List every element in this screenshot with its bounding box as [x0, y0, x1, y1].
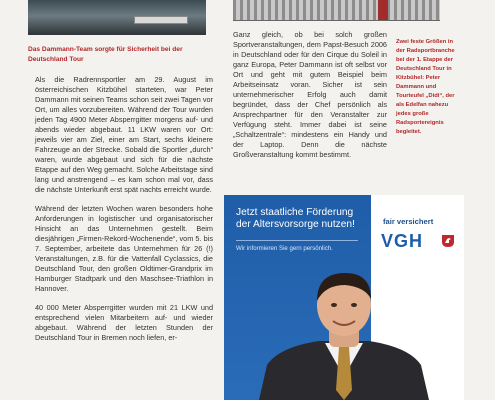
paragraph: Ganz gleich, ob bei solch großen Sportveranstaltungen, dem Papst-Besuch 2006 in Deutschland oder für den Cirque du Soleil in ganz Europa, Peter Dammann ist oft selbst vor Ort und geht mit gutem Beispiel beim Arbeitseinsatz voran. Sicher ist sein unternehmerischer Erfolg auch damit begründet, dass der Chef persönlich als Ansprechpartner für den Veranstalter zur Verfügung steht. Immer dabei ist seine „Schaltzentrale“: mindestens ein Handy und der Laptop. Denn die nächste Großveranstaltung kommt bestimmt.	[233, 30, 387, 159]
sidebar-caption: Zwei feste Größen in der Radsportbranche bei der 1. Etappe der Deutschland Tour in Kitzbühel: Peter Dammann und Tourteufel „Didi“, der als Edelfan nahezu jedes große Radsportereignis begleitet.	[396, 39, 455, 135]
photo-top-right	[233, 0, 440, 21]
article-middle-column	[233, 30, 387, 160]
ad-subline: Wir informieren Sie gern persönlich.	[236, 245, 333, 252]
paragraph: Als die Radrennsportler am 29. August im österreichischen Kitzbühel starteten, war Peter Dammann mit seinen Teams schon seit zwei Tagen vor Ort, um alles vorzubereiten. Während der Tour wurden jeden Tag 4900 Meter Absperrgitter morgens auf- und abends wieder abgebaut. 11 LKW waren vor Ort: jeweils vier am Ziel, einer am Start, sechs kleinere Fahrzeuge an der Strecke. Sobald die Sportler „durch“ waren, wurde abgebaut und sich für die nächste Etappe auf den Weg gemacht. Solche Arbeitstage sind lang und anstrengend – es kam schon mal vor, dass die nächste Unterkunft erst spät nachts erreicht wurde.	[35, 75, 213, 194]
photo-person	[378, 0, 388, 20]
photo-caption: Das Dammann-Team sorgte für Sicherheit bei der Deutschland Tour	[28, 46, 183, 63]
ad-headline: Jetzt staatliche Förderung der Altersvorsorge nutzen!	[236, 207, 355, 230]
vgh-logo: VGH	[381, 231, 424, 251]
vgh-advertisement[interactable]	[224, 195, 464, 400]
photo-sign	[134, 16, 188, 24]
ad-divider	[236, 240, 358, 241]
ad-brand-panel	[371, 195, 464, 275]
ad-tagline: fair versichert	[383, 217, 434, 226]
paragraph: Während der letzten Wochen waren besonders hohe Anforderungen in logistischer und organisatorischer Hinsicht an das Unternehmen gestellt. Beim diesjährigen „Firmen-Rekord-Wochenende“, vom 5. bis 7. September, arbeitete das Unternehmen für 26 (!) Veranstaltungen, z.B. für die Vattenfall Cyclassics, die Deutschland Tour, den großen Oldtimer-Grandprix im Hamburger Stadtpark und den Maschsee-Triathlon in Hannover.	[35, 204, 213, 293]
paragraph: 40 000 Meter Absperrgitter wurden mit 21 LKW und entsprechend vielen Mitarbeitern auf- und wieder abgebaut. Während der letzten Stunden der Deutschland Tour in Bremen noch liefen, er-	[35, 303, 213, 342]
photo-top-left	[28, 0, 206, 35]
horse-crest-icon	[441, 234, 455, 248]
ad-person-photo	[259, 265, 429, 400]
article-left-column	[35, 75, 213, 352]
